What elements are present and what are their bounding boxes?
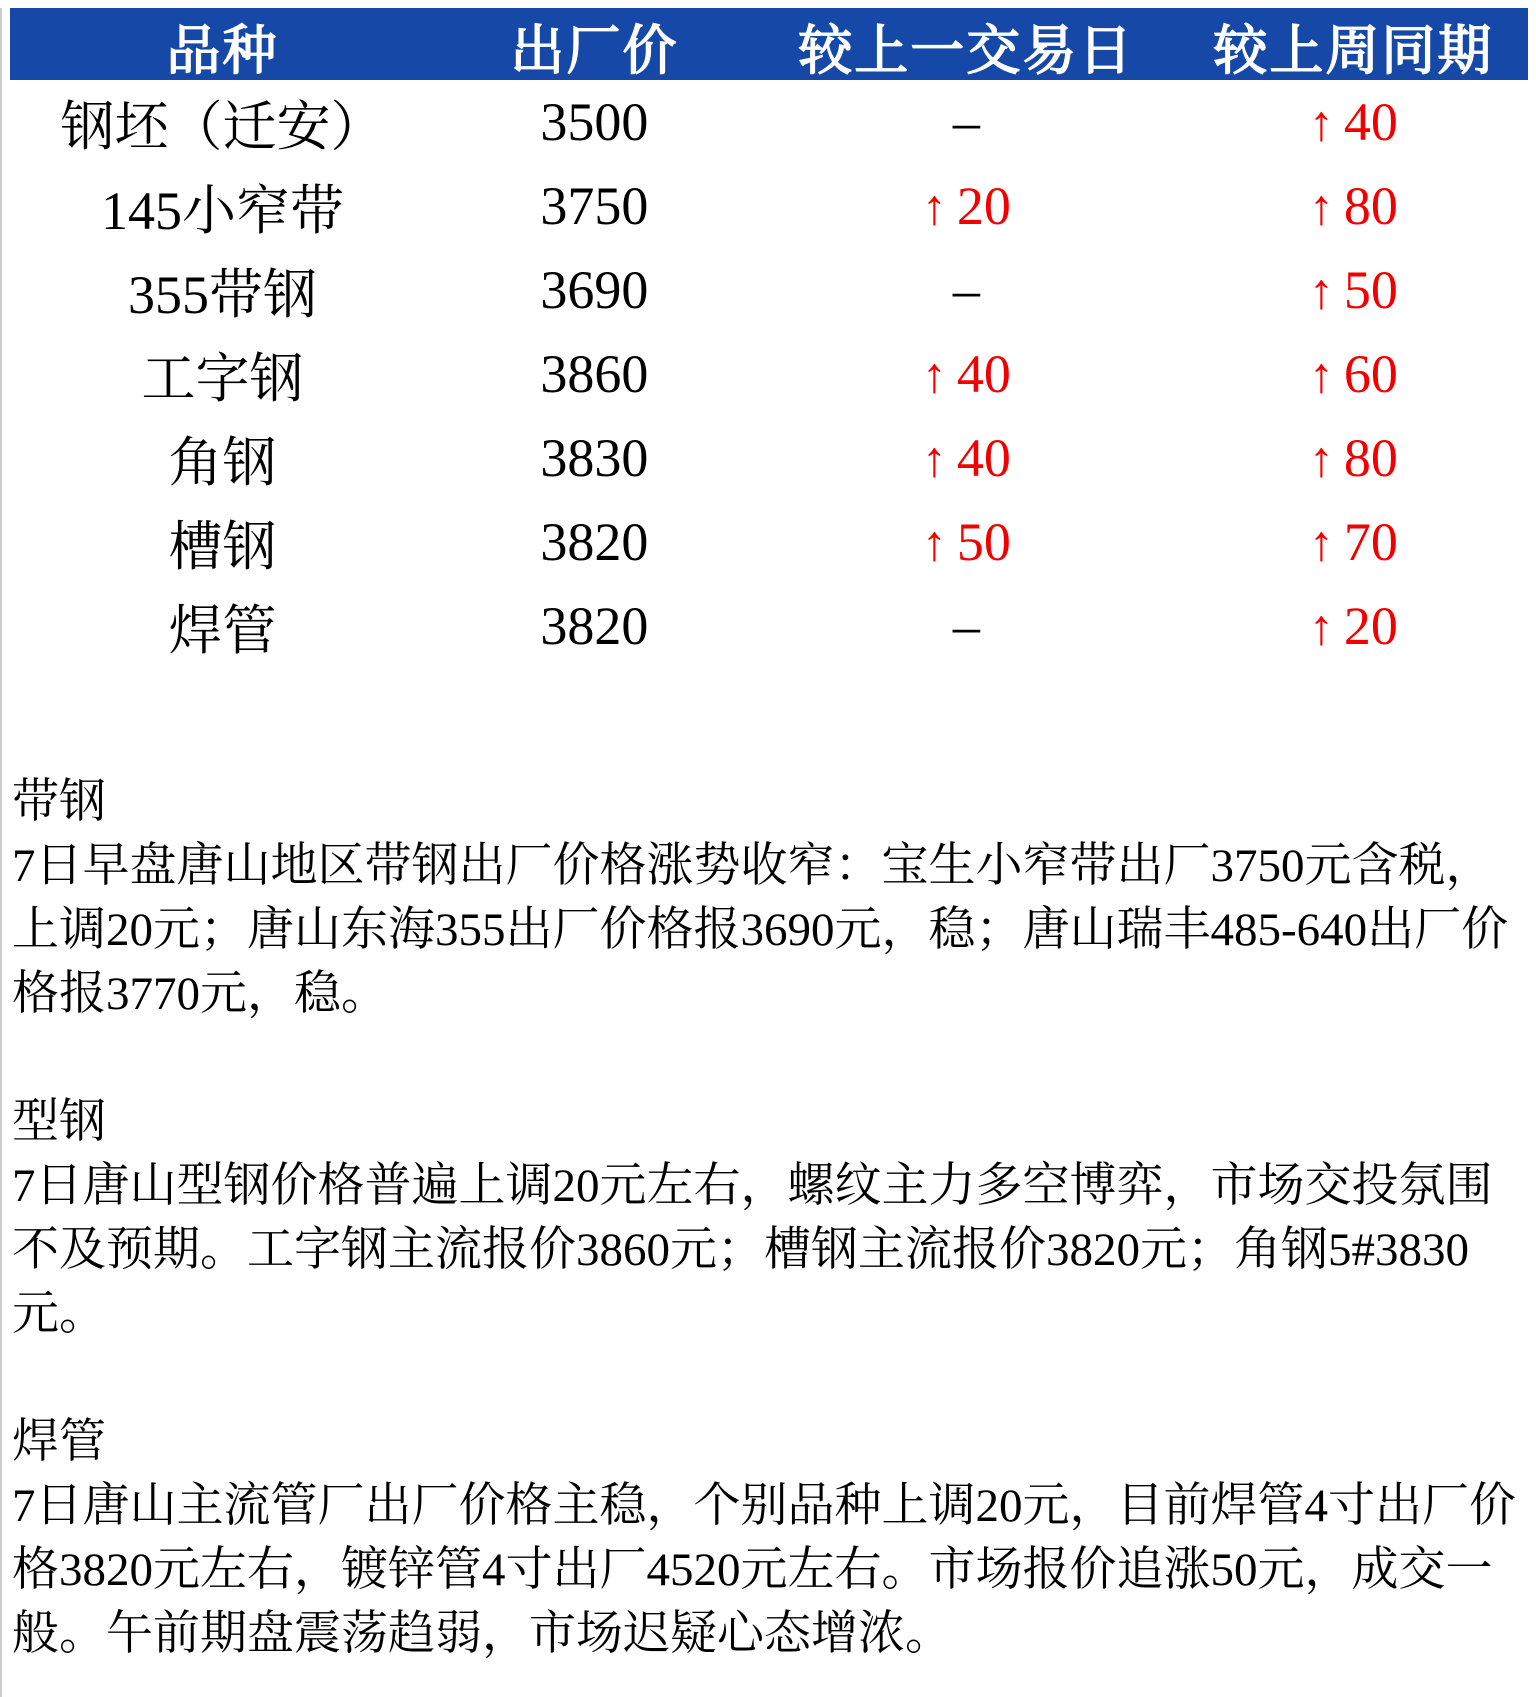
price-cell: 3750 [540,176,649,236]
change-value: – [952,92,980,152]
vs-last-week-cell [1179,511,1528,573]
commentary-notes [12,770,1528,1666]
price-cell: 3820 [540,512,649,572]
up-arrow-icon: ↑ [1308,347,1334,403]
vs-prev-day-cell [754,427,1179,489]
section-body: 7日早盘唐山地区带钢出厂价格涨势收窄：宝生小窄带出厂3750元含税，上调20元；唐山东海355出厂价格报3690元，稳；唐山瑞丰485-640出厂价格报3770元，稳。 [12,840,1509,1020]
vs-prev-day-cell [754,343,1179,405]
column-header-vs-prev-day: 较上一交易日 [798,21,1135,81]
up-arrow-icon: ↑ [1308,263,1334,319]
vs-last-week-cell [1179,259,1528,321]
price-cell: 3690 [540,260,649,320]
column-header-variety: 品种 [166,21,279,81]
table-row [10,416,1528,500]
up-arrow-icon: ↑ [1308,515,1334,571]
variety-cell: 钢坯（迁安） [60,96,385,157]
table-header-row [10,8,1528,80]
vs-prev-day-cell [754,91,1179,153]
price-table [10,8,1528,668]
change-value: 20 [1343,596,1398,656]
change-value: 20 [956,176,1011,236]
change-value: 40 [956,344,1011,404]
table-row [10,80,1528,164]
change-value: 40 [956,428,1011,488]
change-value: 70 [1343,512,1398,572]
vs-last-week-cell [1179,595,1528,657]
up-arrow-icon: ↑ [1308,431,1334,487]
variety-cell: 工字钢 [141,348,304,409]
variety-cell: 145小窄带 [101,180,345,241]
section-body: 7日唐山主流管厂出厂价格主稳，个别品种上调20元，目前焊管4寸出厂价格3820元左右，镀锌管4寸出厂4520元左右。市场报价追涨50元，成交一般。午前期盘震荡趋弱，市场迟疑心态增浓。 [12,1480,1516,1660]
table-row [10,500,1528,584]
variety-cell: 焊管 [168,600,277,661]
up-arrow-icon: ↑ [921,347,947,403]
vs-prev-day-cell [754,511,1179,573]
table-row [10,332,1528,416]
price-cell: 3830 [540,428,649,488]
column-header-factory-price: 出厂价 [510,21,679,81]
vs-prev-day-cell [754,595,1179,657]
section-title: 带钢 [12,776,106,828]
up-arrow-icon: ↑ [921,179,947,235]
variety-cell: 355带钢 [128,264,318,325]
vs-last-week-cell [1179,343,1528,405]
change-value: 50 [956,512,1011,572]
change-value: – [952,596,980,656]
price-cell: 3860 [540,344,649,404]
steel-price-report [2,8,1536,1666]
section-title: 焊管 [12,1416,106,1468]
vs-prev-day-cell [754,175,1179,237]
change-value: 40 [1343,92,1398,152]
up-arrow-icon: ↑ [1308,179,1334,235]
up-arrow-icon: ↑ [1308,599,1334,655]
table-row [10,164,1528,248]
commentary-section-section-steel [12,1090,1528,1346]
vs-prev-day-cell [754,259,1179,321]
table-row [10,248,1528,332]
section-title: 型钢 [12,1096,106,1148]
up-arrow-icon: ↑ [921,515,947,571]
section-body: 7日唐山型钢价格普遍上调20元左右，螺纹主力多空博弈，市场交投氛围不及预期。工字钢主流报价3860元；槽钢主流报价3820元；角钢5#3830元。 [12,1160,1493,1340]
price-cell: 3500 [540,92,649,152]
table-row [10,584,1528,668]
vs-last-week-cell [1179,427,1528,489]
change-value: 80 [1343,176,1398,236]
variety-cell: 角钢 [168,432,277,493]
commentary-section-welded-pipe [12,1410,1528,1666]
table-body [10,80,1528,668]
price-cell: 3820 [540,596,649,656]
change-value: 80 [1343,428,1398,488]
change-value: 60 [1343,344,1398,404]
column-header-vs-last-week: 较上周同期 [1213,21,1494,81]
up-arrow-icon: ↑ [1308,95,1334,151]
change-value: 50 [1343,260,1398,320]
vs-last-week-cell [1179,91,1528,153]
up-arrow-icon: ↑ [921,431,947,487]
variety-cell: 槽钢 [168,516,277,577]
commentary-section-strip-steel [12,770,1528,1026]
change-value: – [952,260,980,320]
vs-last-week-cell [1179,175,1528,237]
